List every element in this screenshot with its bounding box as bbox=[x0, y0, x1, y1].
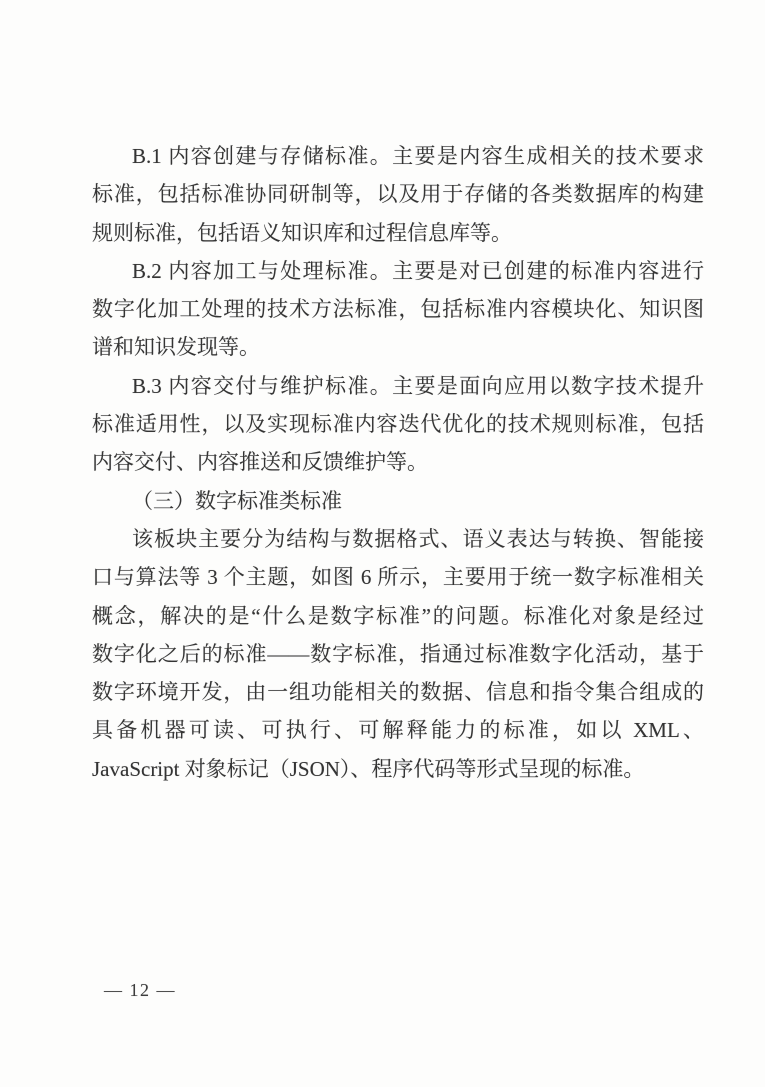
text-line: 具备机器可读、可执行、可解释能力的标准，如以 XML、 bbox=[92, 718, 704, 743]
document-body bbox=[92, 137, 704, 788]
text-line: （三）数字标准类标准 bbox=[132, 488, 342, 513]
paragraph bbox=[92, 520, 704, 788]
text-line: B.1 内容创建与存储标准。主要是内容生成相关的技术要求 bbox=[132, 144, 704, 168]
section-heading bbox=[92, 482, 704, 520]
text-line: 内容交付、内容推送和反馈维护等。 bbox=[92, 450, 428, 475]
paragraph bbox=[92, 367, 704, 482]
paragraph bbox=[92, 137, 704, 252]
text-line: JavaScript 对象标记（JSON）、程序代码等形式呈现的标准。 bbox=[92, 756, 645, 781]
text-line: 口与算法等 3 个主题，如图 6 所示，主要用于统一数字标准相关 bbox=[92, 565, 704, 590]
text-line: 标准，包括标准协同研制等，以及用于存储的各类数据库的构建 bbox=[92, 182, 704, 207]
text-line: B.2 内容加工与处理标准。主要是对已创建的标准内容进行 bbox=[132, 258, 704, 283]
text-line: 该板块主要分为结构与数据格式、语义表达与转换、智能接 bbox=[132, 526, 704, 551]
text-line: 数字环境开发，由一组功能相关的数据、信息和指令集合组成的 bbox=[92, 680, 704, 705]
text-line: 概念，解决的是“什么是数字标准”的问题。标准化对象是经过 bbox=[92, 603, 704, 628]
text-line: 数字化加工处理的技术方法标准，包括标准内容模块化、知识图 bbox=[92, 297, 704, 322]
text-line: 谱和知识发现等。 bbox=[92, 335, 260, 360]
page-number: — 12 — bbox=[104, 980, 176, 1000]
paragraph bbox=[92, 252, 704, 367]
text-line: 数字化之后的标准——数字标准，指通过标准数字化活动，基于 bbox=[92, 641, 704, 666]
text-line: B.3 内容交付与维护标准。主要是面向应用以数字技术提升 bbox=[132, 373, 704, 398]
text-line: 标准适用性，以及实现标准内容迭代优化的技术规则标准，包括 bbox=[92, 412, 704, 437]
text-line: 规则标准，包括语义知识库和过程信息库等。 bbox=[92, 220, 512, 245]
